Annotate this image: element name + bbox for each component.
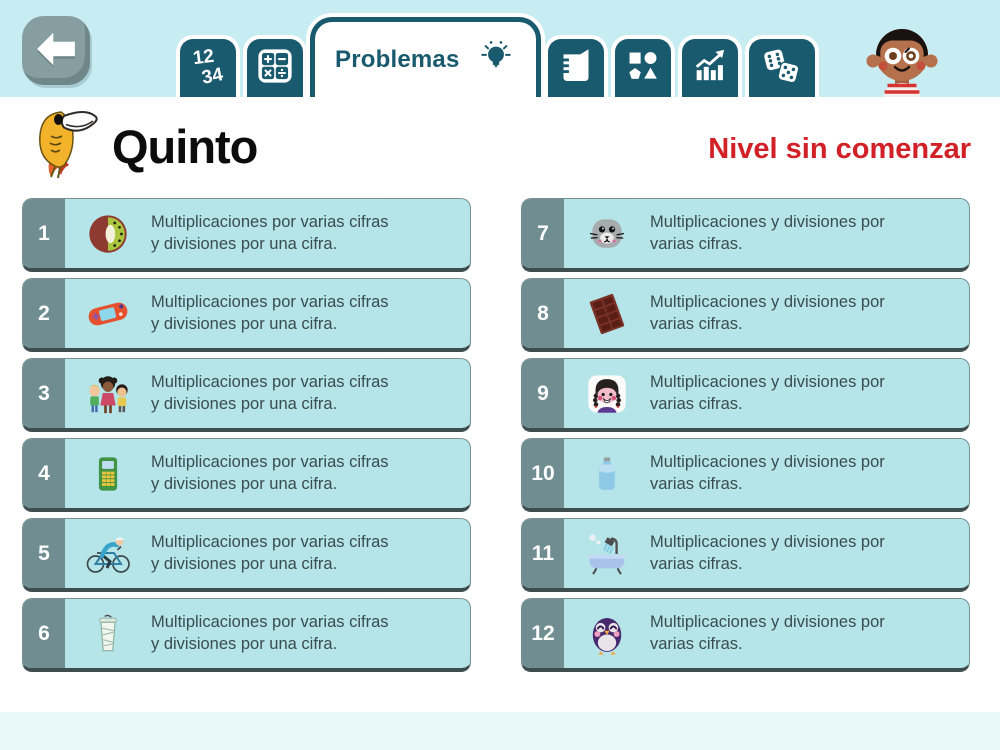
level-text: Multiplicaciones y divisiones por (650, 292, 885, 311)
growth-chart-icon (690, 46, 730, 91)
level-row-4[interactable] (22, 438, 471, 512)
parrot-icon (24, 105, 104, 184)
level-text: Multiplicaciones y divisiones por (650, 452, 885, 471)
level-row-9[interactable] (521, 358, 970, 432)
level-text: y divisiones por una cifra. (151, 234, 338, 253)
lightbulb-icon (476, 37, 516, 82)
level-text: Multiplicaciones y divisiones por (650, 532, 885, 551)
level-text: Multiplicaciones por varias cifras (151, 372, 389, 391)
level-text: varias cifras. (650, 234, 743, 253)
arrow-left-icon (34, 31, 78, 70)
back-button[interactable] (22, 16, 90, 85)
tab-operations[interactable] (243, 35, 307, 97)
level-text: y divisiones por una cifra. (151, 554, 338, 573)
top-bar (0, 0, 1000, 97)
level-number: 8 (522, 279, 564, 348)
chocolate-bar-icon (564, 279, 650, 348)
level-number: 4 (23, 439, 65, 508)
level-text: varias cifras. (650, 394, 743, 413)
tab-problems-label: Problemas (335, 45, 460, 73)
calculator-icon (256, 47, 294, 90)
level-number: 6 (23, 599, 65, 668)
page-title: Quinto (112, 120, 258, 173)
level-number: 2 (23, 279, 65, 348)
girl-icon (564, 359, 650, 428)
level-text: y divisiones por una cifra. (151, 314, 338, 333)
tab-statistics[interactable] (678, 35, 742, 97)
level-column-right (521, 198, 970, 672)
handwritten-numbers-icon: 12 34 (191, 45, 225, 89)
level-row-11[interactable] (521, 518, 970, 592)
measuring-cup-icon (556, 46, 596, 91)
level-column-left (22, 198, 471, 672)
level-number: 10 (522, 439, 564, 508)
level-row-5[interactable] (22, 518, 471, 592)
level-text: Multiplicaciones por varias cifras (151, 612, 389, 631)
level-text: y divisiones por una cifra. (151, 474, 338, 493)
level-text: Multiplicaciones y divisiones por (650, 372, 885, 391)
tab-measures[interactable] (544, 35, 608, 97)
shapes-icon (624, 47, 662, 90)
level-text: Multiplicaciones y divisiones por (650, 612, 885, 631)
drink-cup-icon (65, 599, 151, 668)
bottom-strip (0, 712, 1000, 750)
level-text: Multiplicaciones por varias cifras (151, 212, 389, 231)
game-console-icon (65, 279, 151, 348)
level-text: Multiplicaciones por varias cifras (151, 292, 389, 311)
level-status: Nivel sin comenzar (708, 133, 971, 165)
level-row-12[interactable] (521, 598, 970, 672)
level-number: 11 (522, 519, 564, 588)
tab-geometry[interactable] (611, 35, 675, 97)
level-text: varias cifras. (650, 554, 743, 573)
level-text: Multiplicaciones por varias cifras (151, 452, 389, 471)
kiwi-icon (65, 199, 151, 268)
level-number: 9 (522, 359, 564, 428)
cyclist-icon (65, 519, 151, 588)
level-row-3[interactable] (22, 358, 471, 432)
level-text: Multiplicaciones por varias cifras (151, 532, 389, 551)
bathtub-icon (564, 519, 650, 588)
level-row-7[interactable] (521, 198, 970, 272)
level-row-8[interactable] (521, 278, 970, 352)
level-text: Multiplicaciones y divisiones por (650, 212, 885, 231)
level-text: varias cifras. (650, 314, 743, 333)
level-number: 5 (23, 519, 65, 588)
children-icon (65, 359, 151, 428)
level-text: y divisiones por una cifra. (151, 394, 338, 413)
level-text: y divisiones por una cifra. (151, 634, 338, 653)
tab-numbers[interactable] (176, 35, 240, 97)
level-number: 1 (23, 199, 65, 268)
level-text: varias cifras. (650, 474, 743, 493)
level-number: 3 (23, 359, 65, 428)
level-number: 7 (522, 199, 564, 268)
tab-problems[interactable] (310, 17, 541, 97)
tab-probability[interactable] (745, 35, 819, 97)
penguin-icon (564, 599, 650, 668)
mobile-phone-icon (65, 439, 151, 508)
level-row-2[interactable] (22, 278, 471, 352)
dice-icon (760, 44, 804, 93)
seal-icon (564, 199, 650, 268)
water-bottle-icon (564, 439, 650, 508)
level-row-10[interactable] (521, 438, 970, 512)
level-row-6[interactable] (22, 598, 471, 672)
main-content (0, 97, 1000, 712)
level-number: 12 (522, 599, 564, 668)
student-avatar[interactable] (856, 13, 948, 97)
level-row-1[interactable] (22, 198, 471, 272)
tab-bar (176, 17, 819, 97)
level-text: varias cifras. (650, 634, 743, 653)
